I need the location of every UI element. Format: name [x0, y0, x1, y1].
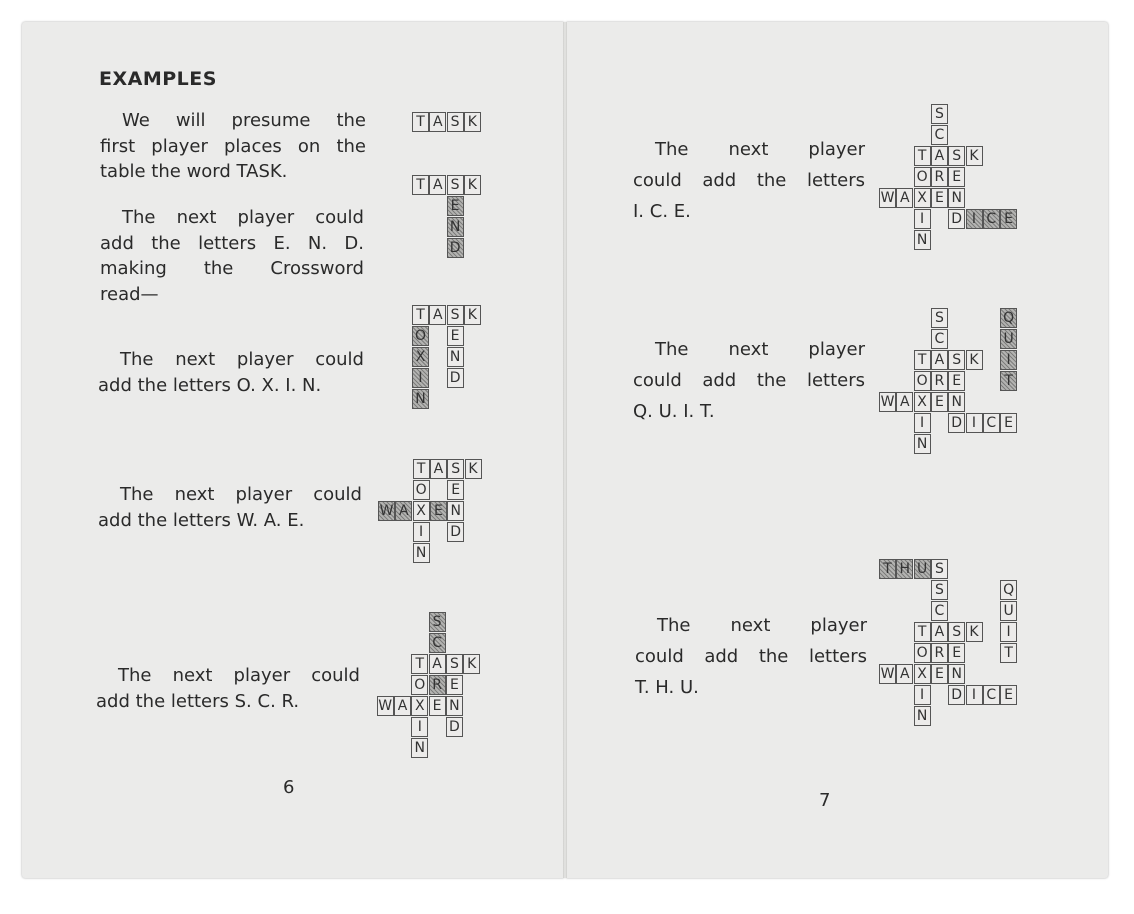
crossword-cell: A [429, 112, 446, 132]
crossword-cell: O [914, 643, 931, 663]
crossword-cell: E [931, 188, 948, 208]
crossword-cell: O [914, 167, 931, 187]
crossword-cell: D [948, 685, 965, 705]
crossword-cell: N [948, 188, 965, 208]
crossword-cell-new: R [429, 675, 446, 695]
crossword-cell-new: X [412, 347, 429, 367]
text-line: making the Crossword [100, 258, 364, 279]
crossword-cell: C [931, 601, 948, 621]
crossword-cell: E [446, 675, 463, 695]
crossword-cell: D [948, 413, 965, 433]
crossword-cell: E [1000, 685, 1017, 705]
text-line: add the letters W. A. E. [98, 509, 305, 531]
crossword-cell: S [948, 350, 965, 370]
crossword-cell: N [948, 664, 965, 684]
crossword-cell: E [931, 392, 948, 412]
crossword-cell: N [914, 706, 931, 726]
crossword-cell: E [948, 167, 965, 187]
crossword-cell: A [896, 392, 913, 412]
crossword-cell-new: E [430, 501, 447, 521]
crossword-cell: R [931, 371, 948, 391]
crossword-cell-new: N [412, 389, 429, 409]
book-spine [563, 22, 567, 878]
text-line: The next player [657, 615, 867, 636]
paragraph-end [100, 205, 364, 307]
text-line: T. H. U. [635, 677, 699, 698]
crossword-cell: E [931, 664, 948, 684]
crossword-cell-new: I [1000, 350, 1017, 370]
text-line: The next player could [122, 207, 364, 228]
crossword-cell-new: C [983, 209, 1000, 229]
crossword-cell: T [411, 654, 428, 674]
crossword-cell: I [966, 685, 983, 705]
text-line: add the letters O. X. I. N. [98, 374, 322, 396]
crossword-cell-new: A [395, 501, 412, 521]
crossword-cell: C [931, 125, 948, 145]
crossword-cell: S [447, 175, 464, 195]
text-line: first player places on the [100, 135, 366, 157]
text-line: could add the letters [635, 646, 867, 667]
crossword-cell: T [914, 146, 931, 166]
crossword-cell: A [429, 654, 446, 674]
crossword-cell: D [948, 209, 965, 229]
crossword-cell: O [914, 371, 931, 391]
crossword-cell: C [983, 413, 1000, 433]
crossword-cell: D [447, 522, 464, 542]
crossword-cell: N [447, 347, 464, 367]
crossword-cell: S [447, 305, 464, 325]
text-line: The next player could [120, 349, 364, 370]
crossword-cell: W [880, 190, 895, 206]
crossword-cell: K [464, 305, 481, 325]
crossword-cell: S [948, 146, 965, 166]
crossword-cell: K [465, 459, 482, 479]
crossword-cell-new: C [429, 633, 446, 653]
crossword-cell: E [948, 371, 965, 391]
crossword-cell: D [447, 368, 464, 388]
crossword-cell: X [914, 188, 931, 208]
text-line: The next player could [118, 665, 360, 686]
crossword-cell: I [411, 717, 428, 737]
text-line: We will presume the [122, 110, 366, 131]
crossword-cell: S [446, 654, 463, 674]
crossword-cell: I [914, 413, 931, 433]
paragraph-task [100, 108, 366, 185]
paragraph-scr [96, 663, 360, 714]
crossword-cell: A [896, 664, 913, 684]
crossword-cell: W [880, 666, 895, 682]
crossword-cell: T [412, 175, 429, 195]
crossword-cell: A [896, 188, 913, 208]
crossword-cell: E [1000, 413, 1017, 433]
crossword-cell: A [931, 146, 948, 166]
crossword-cell: T [914, 350, 931, 370]
crossword-cell: R [931, 167, 948, 187]
crossword-cell: S [931, 580, 948, 600]
crossword-cell: W [880, 394, 895, 410]
crossword-cell: T [1000, 643, 1017, 663]
crossword-cell: X [914, 664, 931, 684]
text-line: The next player [655, 339, 865, 360]
crossword-cell-new: D [447, 238, 464, 258]
crossword-cell: I [966, 413, 983, 433]
crossword-cell: C [983, 685, 1000, 705]
crossword-cell: X [413, 501, 430, 521]
crossword-cell: N [914, 434, 931, 454]
crossword-cell: X [411, 696, 428, 716]
crossword-cell-new: O [412, 326, 429, 346]
crossword-cell-new: I [966, 209, 983, 229]
text-line: table the word TASK. [100, 161, 288, 182]
crossword-cell: A [429, 175, 446, 195]
crossword-cell-new: N [447, 217, 464, 237]
paragraph-wae [98, 482, 362, 533]
crossword-cell: A [429, 305, 446, 325]
crossword-cell: E [429, 696, 446, 716]
crossword-cell-new: Q [1000, 308, 1017, 328]
crossword-cell: N [948, 392, 965, 412]
crossword-cell: N [914, 230, 931, 250]
crossword-cell: A [430, 459, 447, 479]
crossword-cell: K [966, 622, 983, 642]
crossword-cell-new: U [914, 559, 931, 579]
crossword-cell: S [447, 112, 464, 132]
crossword-cell: I [413, 522, 430, 542]
text-line: could add the letters [633, 170, 865, 191]
crossword-cell: I [914, 209, 931, 229]
crossword-cell: S [931, 104, 948, 124]
crossword-cell-new: T [879, 559, 896, 579]
crossword-cell: T [413, 459, 430, 479]
crossword-cell: T [914, 622, 931, 642]
paragraph-ice [633, 134, 865, 227]
paragraph-thu [635, 610, 867, 703]
crossword-cell: N [447, 501, 464, 521]
crossword-cell: I [1000, 622, 1017, 642]
text-line: Q. U. I. T. [633, 401, 715, 422]
crossword-cell: T [412, 112, 429, 132]
crossword-cell-new: H [896, 559, 913, 579]
crossword-cell: S [948, 622, 965, 642]
crossword-cell: K [464, 112, 481, 132]
crossword-cell: I [914, 685, 931, 705]
crossword-cell: A [394, 696, 411, 716]
crossword-cell: T [412, 305, 429, 325]
crossword-cell-new: T [1000, 371, 1017, 391]
crossword-cell: U [1000, 601, 1017, 621]
crossword-cell: K [464, 175, 481, 195]
text-line: add the letters E. N. D. [100, 232, 364, 254]
crossword-cell: K [966, 146, 983, 166]
crossword-cell: E [447, 480, 464, 500]
crossword-cell: O [413, 480, 430, 500]
crossword-cell: R [931, 643, 948, 663]
crossword-cell: K [966, 350, 983, 370]
crossword-cell-new: S [429, 612, 446, 632]
crossword-cell: E [447, 326, 464, 346]
crossword-cell: S [447, 459, 464, 479]
crossword-cell: K [463, 654, 480, 674]
page-number-left: 6 [283, 777, 295, 798]
page-number-right: 7 [819, 790, 831, 811]
crossword-cell: A [931, 622, 948, 642]
crossword-cell: N [413, 543, 430, 563]
crossword-cell: X [914, 392, 931, 412]
crossword-cell-new: E [447, 196, 464, 216]
crossword-cell: O [411, 675, 428, 695]
crossword-cell: E [948, 643, 965, 663]
text-line: add the letters S. C. R. [96, 690, 300, 712]
crossword-cell: W [378, 698, 393, 714]
crossword-cell: Q [1000, 580, 1017, 600]
examples-heading: EXAMPLES [99, 68, 217, 90]
crossword-cell-new: U [1000, 329, 1017, 349]
crossword-cell: D [446, 717, 463, 737]
crossword-cell-new: I [412, 368, 429, 388]
crossword-cell: A [931, 350, 948, 370]
crossword-cell: N [446, 696, 463, 716]
text-line: The next player could [120, 484, 362, 505]
crossword-cell: N [411, 738, 428, 758]
text-line: I. C. E. [633, 201, 691, 222]
crossword-cell-new: W [379, 503, 394, 519]
text-line: The next player [655, 139, 865, 160]
crossword-cell: S [931, 559, 948, 579]
paragraph-quit [633, 334, 865, 427]
text-line: could add the letters [633, 370, 865, 391]
text-line: read— [100, 283, 159, 305]
paragraph-oxin [98, 347, 364, 398]
crossword-cell-new: E [1000, 209, 1017, 229]
crossword-cell: C [931, 329, 948, 349]
crossword-cell: S [931, 308, 948, 328]
